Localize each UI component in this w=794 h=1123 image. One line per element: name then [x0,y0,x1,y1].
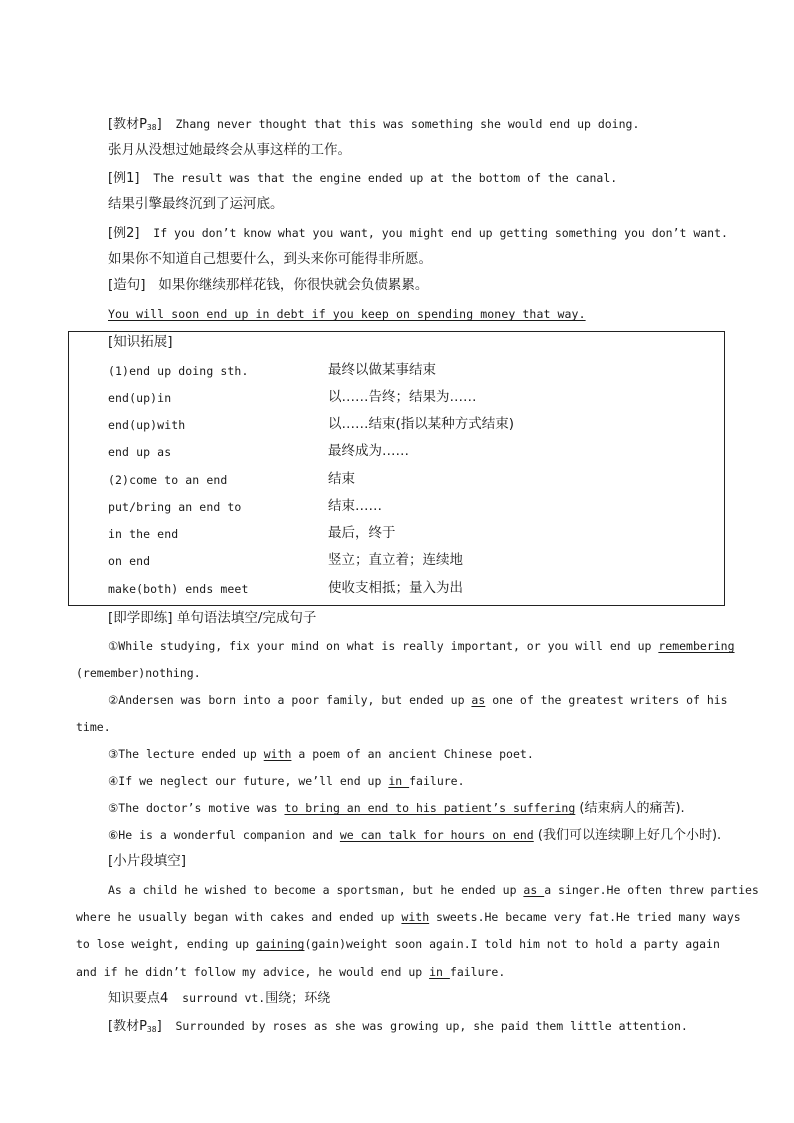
knowledge-phrase: end up as [108,445,172,459]
question-text: one of the greatest writers of his [485,693,728,707]
passage-line-2 [76,909,741,925]
practice-q5 [108,800,685,817]
ref-tag: [教材P [108,117,147,132]
point-meaning: 围绕；环绕 [265,991,331,1006]
ref-sentence: Zhang never thought that this was something she would end up doing. [175,117,640,131]
example-2-tag: [例2] [108,226,140,241]
knowledge-phrase: end(up)in [108,391,172,405]
answer-blank: as [471,693,486,707]
knowledge-phrase: put/bring an end to [108,500,242,514]
ref-tag-close: ] [156,117,162,132]
example-1-tag: [例1] [108,171,140,186]
make-sentence-line [108,277,428,293]
passage-line-1 [108,882,759,898]
passage-text: As a child he wished to become a sportsman, but he ended up [108,883,524,897]
knowledge-phrase: make(both) ends meet [108,582,249,596]
answer-blank: with [401,910,430,924]
practice-q1-cont: (remember)nothing. [76,666,201,680]
passage-title: [小片段填空] [108,853,187,869]
question-text: ②Andersen was born into a poor family, but ended up [108,693,472,707]
knowledge-point-4 [108,990,330,1007]
passage-text: and if he didn’t follow my advice, he would end up [76,965,430,979]
passage-line-4 [76,964,505,980]
question-text: failure. [409,774,465,788]
knowledge-meaning: 最终以做某事结束 [328,362,436,378]
ref-tag: [教材P [108,1019,147,1034]
question-text: ⑥He is a wonderful companion and [108,828,340,842]
passage-text: failure. [449,965,506,979]
question-hint: (结束病人的痛苦). [575,801,685,816]
question-text: ④If we neglect our future, we’ll end up [108,774,389,788]
passage-text: sweets.He became very fat.He tried many ways [429,910,741,924]
point-word: surround vt. [182,991,266,1005]
knowledge-meaning: 结束 [328,471,355,487]
example-1-translation: 结果引擎最终沉到了运河底。 [108,196,284,212]
answer-blank: with [263,747,292,761]
knowledge-meaning: 竖立；直立着；连续地 [328,552,463,568]
passage-line-3 [76,936,720,952]
knowledge-phrase: end(up)with [108,418,186,432]
practice-q3 [108,746,534,762]
knowledge-meaning: 结束…… [328,498,382,514]
knowledge-phrase: on end [108,554,151,568]
knowledge-title: [知识拓展] [108,334,173,350]
answer-blank: in [429,965,450,979]
example-1-sentence: The result was that the engine ended up at the bottom of the canal. [153,171,618,185]
ref-tag-close: ] [156,1019,162,1034]
practice-q2-cont: time. [76,720,111,734]
make-sentence-tag: [造句] [108,277,146,293]
ref-page: 38 [146,1025,157,1034]
answer-blank: as [523,883,545,897]
practice-q2 [108,692,728,708]
practice-q4 [108,773,465,789]
knowledge-meaning: 最后，终于 [328,525,396,541]
knowledge-phrase: (1)end up doing sth. [108,364,249,378]
practice-q1 [108,638,735,654]
answer-blank: we can talk for hours on end [339,828,534,842]
knowledge-meaning: 使收支相抵；量入为出 [328,580,463,596]
question-text: ①While studying, fix your mind on what is really important, or you will end up [108,639,659,653]
example-1-line [108,170,617,187]
practice-title: [即学即练] 单句语法填空/完成句子 [108,610,317,626]
example-2-line [108,225,728,242]
knowledge-phrase: (2)come to an end [108,473,228,487]
answer-blank: gaining [256,937,305,951]
ref-page: 38 [146,123,157,132]
ref-translation: 张月从没想过她最终会从事这样的工作。 [108,142,351,158]
knowledge-meaning: 最终成为…… [328,443,409,459]
make-sentence-answer: You will soon end up in debt if you keep on spending money that way. [108,307,586,321]
answer-blank: to bring an end to his patient’s suffering [284,801,576,815]
point-label: 知识要点4 [108,991,169,1006]
textbook-ref-line-2 [108,1018,688,1038]
knowledge-meaning: 以……结束(指以某种方式结束) [328,416,515,432]
question-text: ③The lecture ended up [108,747,264,761]
question-text: ⑤The doctor’s motive was [108,801,285,815]
passage-text: a singer.He often threw parties [544,883,759,897]
make-sentence-prompt: 如果你继续那样花钱，你很快就会负债累累。 [158,277,429,293]
question-hint: (我们可以连续聊上好几个小时). [533,828,722,843]
question-text: a poem of an ancient Chinese poet. [291,747,534,761]
passage-text: to lose weight, ending up [76,937,257,951]
knowledge-phrase: in the end [108,527,179,541]
answer-blank: in [388,774,410,788]
passage-text: (gain)weight soon again.I told him not to hold a party again [304,937,720,951]
example-2-sentence: If you don’t know what you want, you might end up getting something you don’t want. [153,226,728,240]
example-2-translation: 如果你不知道自己想要什么，到头来你可能得非所愿。 [108,251,432,267]
passage-text: where he usually began with cakes and ended up [76,910,402,924]
practice-q6 [108,827,721,844]
ref-sentence: Surrounded by roses as she was growing up, she paid them little attention. [175,1019,688,1033]
textbook-ref-line [108,116,639,136]
answer-blank: remembering [658,639,735,653]
knowledge-meaning: 以……告终；结果为…… [328,389,477,405]
